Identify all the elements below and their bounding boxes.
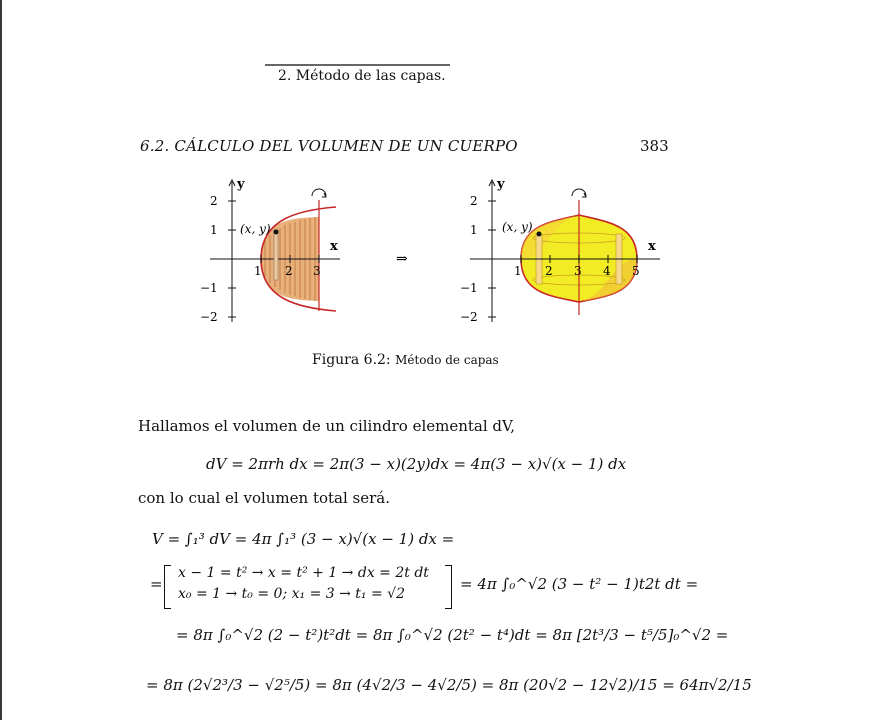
footnote-rule	[265, 64, 450, 66]
equation-result: = 8π (2√2³/3 − √2⁵/5) = 8π (4√2/3 − 4√2/5) = 8π (20√2 − 12√2)/15 = 64π√2/15	[146, 676, 752, 694]
right-point-label: (x, y)	[502, 220, 533, 234]
right-ytick-2: 2	[470, 194, 478, 208]
right-y-label: y	[497, 177, 505, 192]
figure-shell-method	[190, 170, 690, 340]
footnote: 2. Método de las capas.	[278, 68, 446, 84]
running-title: 6.2. CÁLCULO DEL VOLUMEN DE UN CUERPO	[140, 137, 518, 155]
equation-expanded: = 8π ∫₀^√2 (2 − t²)t²dt = 8π ∫₀^√2 (2t² − t⁴)dt = 8π [2t³/3 − t⁵/5]₀^√2 =	[176, 626, 729, 644]
paragraph-2: con lo cual el volumen total será.	[138, 489, 391, 507]
figure-caption	[312, 352, 499, 368]
equation-volume: V = ∫₁³ dV = 4π ∫₁³ (3 − x)√(x − 1) dx =	[152, 530, 455, 548]
left-xtick-1: 1	[254, 264, 262, 278]
substitution-bracket	[150, 565, 450, 609]
page-number: 383	[640, 137, 669, 155]
substitution-line-1: x − 1 = t² → x = t² + 1 → dx = 2t dt	[178, 565, 429, 581]
left-ytick-m1: −1	[200, 281, 218, 295]
left-ytick-2: 2	[210, 194, 218, 208]
left-xtick-2: 2	[285, 264, 293, 278]
right-ytick-m2: −2	[460, 310, 478, 324]
left-ytick-m2: −2	[200, 310, 218, 324]
left-y-label: y	[237, 177, 245, 192]
right-xtick-1: 1	[514, 264, 522, 278]
paragraph-1: Hallamos el volumen de un cilindro elemental dV,	[138, 417, 516, 435]
equation-substituted: = 4π ∫₀^√2 (3 − t² − 1)t2t dt =	[460, 575, 699, 593]
implication-arrow: ⇒	[396, 251, 408, 267]
right-xtick-3: 3	[574, 264, 582, 278]
right-x-label: x	[648, 239, 656, 254]
left-xtick-3: 3	[313, 264, 321, 278]
right-xtick-4: 4	[603, 264, 611, 278]
left-graph	[200, 177, 340, 324]
left-ytick-1: 1	[210, 223, 218, 237]
left-point-label: (x, y)	[240, 222, 271, 236]
page-edge	[0, 0, 2, 720]
right-ytick-m1: −1	[460, 281, 478, 295]
right-xtick-5: 5	[632, 264, 640, 278]
left-x-label: x	[330, 239, 338, 254]
substitution-line-2: x₀ = 1 → t₀ = 0; x₁ = 3 → t₁ = √2	[178, 586, 405, 602]
equation-dv: dV = 2πrh dx = 2π(3 − x)(2y)dx = 4π(3 − x)√(x − 1) dx	[206, 455, 627, 473]
caption-text: Método de capas	[395, 353, 499, 367]
caption-label: Figura 6.2:	[312, 352, 391, 368]
right-ytick-1: 1	[470, 223, 478, 237]
bracket-eq-sign: =	[150, 575, 163, 593]
right-xtick-2: 2	[545, 264, 553, 278]
right-graph	[460, 177, 660, 324]
